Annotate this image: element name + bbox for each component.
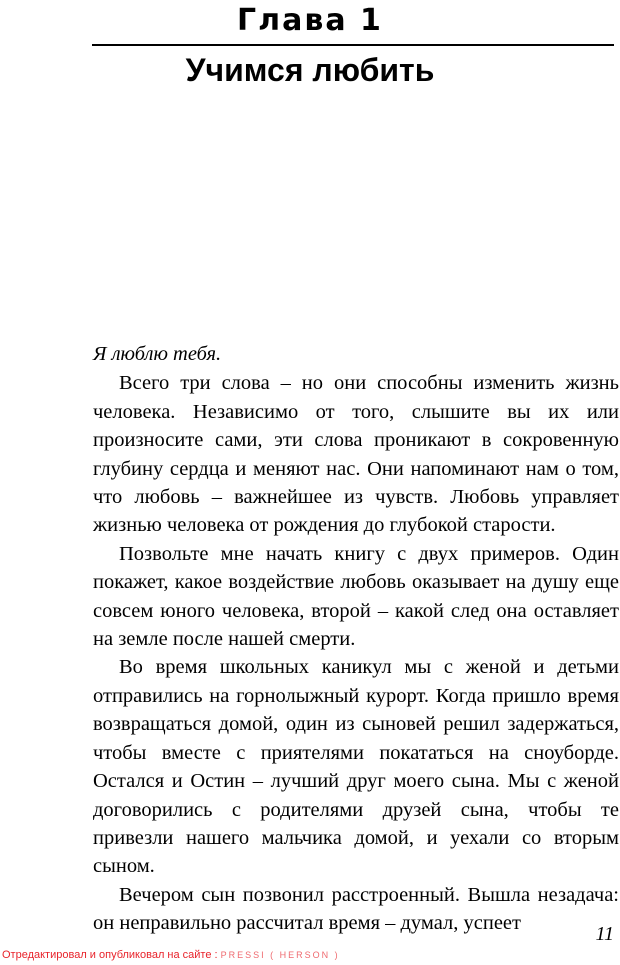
watermark-site: PRESSI ( HERSON ) (220, 950, 340, 960)
paragraph: Вечером сын позвонил расстроенный. Вышла незадача: он неправильно рассчитал время – думал, успеет (93, 883, 619, 935)
chapter-divider (92, 44, 614, 46)
chapter-title: Учимся любить (185, 52, 435, 88)
page-number: 11 (595, 923, 614, 945)
paragraph: Во время школьных каникул мы с женой и детьми отправились на горнолыжный курорт. Когда пришло время возвращаться домой, один из сыновей решил задержаться, чтобы вместе с приятелями покататься на сноуборде. Остался и Остин – лучший друг моего сына. Мы с женой договорились с родителями друзей сына, чтобы те привезли нашего мальчика домой, и уехали со вторым сыном. (93, 656, 619, 878)
watermark (2, 948, 340, 962)
paragraph: Позвольте мне начать книгу с двух примеров. Один покажет, какое воздействие любовь оказывает на душу еще совсем юного человека, второй – какой след она оставляет на земле после нашей смерти. (93, 542, 619, 651)
epigraph: Я люблю тебя. (93, 343, 222, 365)
body-text (93, 340, 619, 938)
chapter-label: Глава 1 (237, 3, 383, 38)
paragraph: Всего три слова – но они способны изменить жизнь человека. Независимо от того, слышите вы их или произносите сами, эти слова проникают в сокровенную глубину сердца и меняют нас. Они напоминают нам о том, что любовь – важнейшее из чувств. Любовь управляет жизнью человека от рождения до глубокой старости. (93, 372, 619, 537)
watermark-text: Отредактировал и опубликовал на сайте : (2, 949, 221, 961)
